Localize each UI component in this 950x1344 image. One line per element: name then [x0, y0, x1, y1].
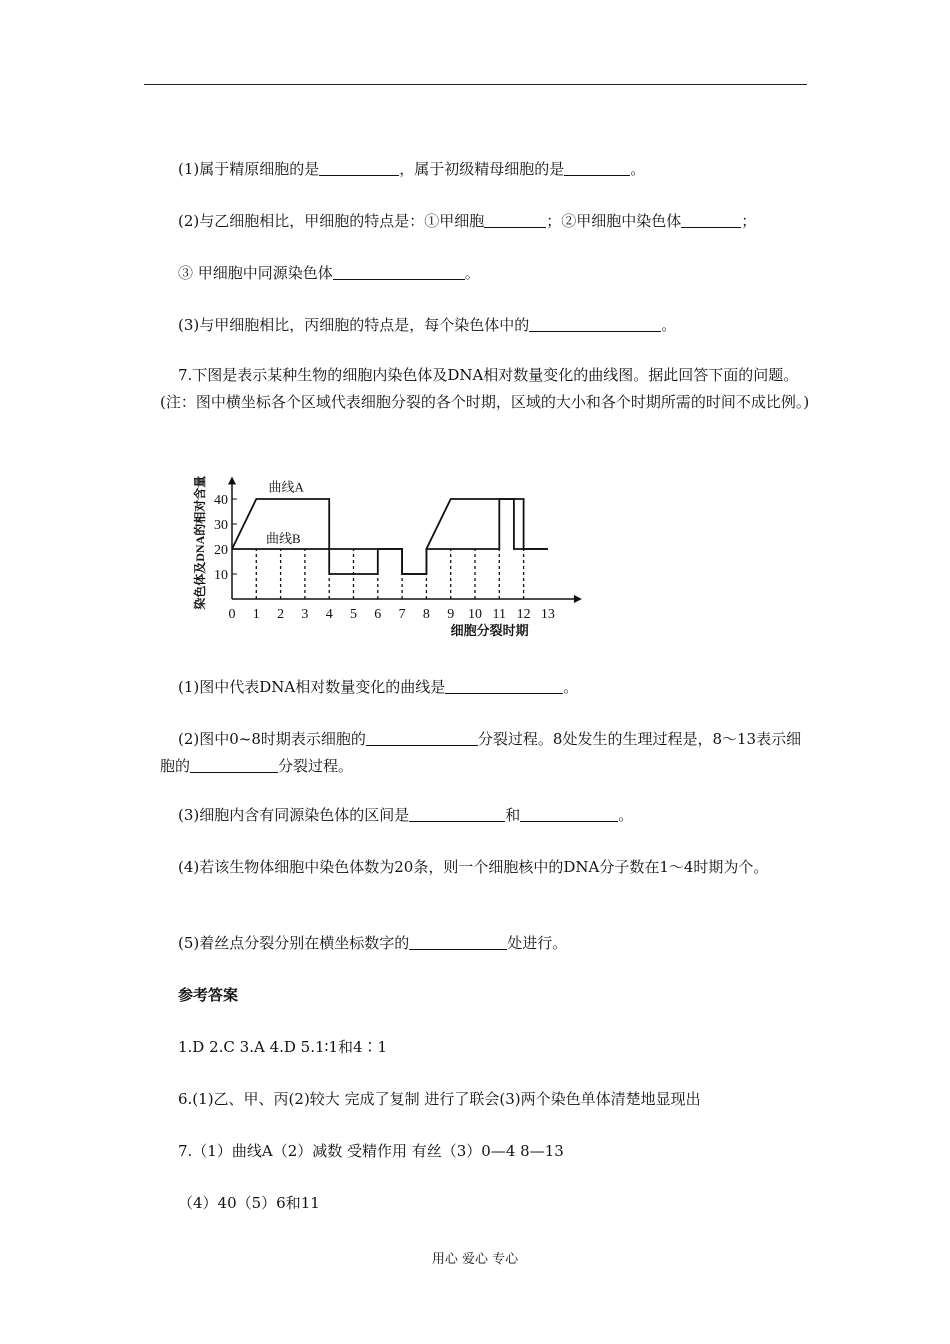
- q7-part4: (4)若该生物体细胞中染色体数为20条，则一个细胞核中的DNA分子数在1～4时期为个。: [178, 858, 769, 876]
- x-tick-label: 9: [447, 607, 455, 622]
- x-tick-label: 3: [301, 607, 309, 622]
- q7-part2-text-c: 分裂过程。: [278, 757, 354, 775]
- x-tick-label: 12: [516, 607, 531, 622]
- answer-blank[interactable]: [409, 807, 505, 822]
- q7-part5-text-b: 处进行。: [507, 934, 568, 952]
- page-footer: 用心 爱心 专心: [431, 1252, 519, 1267]
- q6-part2-text-c: ；: [741, 212, 757, 230]
- answers-line-1: 1.D 2.C 3.A 4.D 5.1∶1和4∶1: [178, 1038, 388, 1056]
- x-tick-label: 4: [325, 607, 333, 622]
- q7-part1-text-a: (1)图中代表DNA相对数量变化的曲线是: [178, 678, 446, 696]
- q7-part3-text-c: 。: [618, 806, 634, 824]
- y-tick-label: 30: [214, 518, 228, 533]
- chart-labels: [192, 476, 555, 638]
- answers-line-6: 6.(1)乙、甲、丙(2)较大 完成了复制 进行了联会(3)两个染色单体清楚地显现出: [178, 1090, 701, 1108]
- q7-part1-text-b: 。: [563, 678, 579, 696]
- answer-blank[interactable]: [484, 213, 546, 228]
- q6-part4-text-b: 。: [661, 316, 677, 334]
- header-rule: [144, 84, 807, 85]
- q6-part3-text-a: ③ 甲细胞中同源染色体: [178, 264, 333, 282]
- y-axis-arrow: [228, 477, 236, 485]
- chart-guides: [256, 549, 523, 599]
- q7-part3-text-b: 和: [505, 806, 521, 824]
- answer-blank[interactable]: [564, 161, 630, 176]
- q6-part2-text-b: ；②甲细胞中染色体: [546, 212, 682, 230]
- x-tick-label: 1: [252, 607, 260, 622]
- q7-part1: [178, 676, 578, 698]
- answer-blank[interactable]: [445, 679, 563, 694]
- x-tick-label: 8: [422, 607, 430, 622]
- q6-part3: [178, 262, 480, 284]
- q7-part5-text-a: (5)着丝点分裂分别在横坐标数字的: [178, 934, 410, 952]
- answers-heading: 参考答案: [178, 986, 239, 1004]
- q7-part3-text-a: (3)细胞内含有同源染色体的区间是: [178, 806, 410, 824]
- y-tick-label: 20: [214, 543, 228, 558]
- answer-blank[interactable]: [190, 758, 278, 773]
- answer-blank[interactable]: [366, 731, 478, 746]
- q7-part2-text-b: 分裂过程。8处发生的生理过程是，8～13表示细胞的: [160, 730, 802, 775]
- q6-part1: [178, 158, 645, 180]
- x-tick-label: 11: [492, 607, 507, 622]
- y-tick-label: 10: [214, 568, 228, 583]
- q6-part4: [178, 314, 676, 336]
- chromosome-dna-chart: [190, 462, 555, 642]
- q7-part2-text-a: (2)图中0~8时期表示细胞的: [178, 730, 366, 748]
- y-tick-label: 40: [214, 493, 228, 508]
- q6-part1-text-c: 。: [630, 160, 646, 178]
- series-label-a: 曲线A: [268, 479, 304, 495]
- answer-blank[interactable]: [333, 265, 465, 280]
- answers-line-7: 7.（1）曲线A（2）减数 受精作用 有丝（3）0—4 8—13: [178, 1142, 564, 1160]
- series-label-b: 曲线B: [266, 530, 301, 546]
- x-tick-label: 0: [228, 607, 236, 622]
- q6-part1-text-a: (1)属于精原细胞的是: [178, 160, 320, 178]
- x-tick-label: 7: [398, 607, 406, 622]
- answer-blank[interactable]: [319, 161, 399, 176]
- answer-blank[interactable]: [529, 317, 661, 332]
- x-tick-label: 10: [468, 607, 482, 622]
- x-tick-label: 13: [540, 607, 555, 622]
- y-axis-title: 染色体及DNA的相对含量: [193, 475, 207, 610]
- q7-intro: 7.下图是表示某种生物的细胞内染色体及DNA相对数量变化的曲线图。据此回答下面的问题。(注：图中横坐标各个区域代表细胞分裂的各个时期，区域的大小和各个时期所需的时间不成比例。): [160, 366, 810, 411]
- answer-blank[interactable]: [681, 213, 741, 228]
- x-tick-label: 5: [350, 607, 357, 622]
- q7-part3: [178, 804, 633, 826]
- x-tick-label: 2: [277, 607, 285, 622]
- x-axis-title: 细胞分裂时期: [450, 623, 529, 638]
- q6-part4-text-a: (3)与甲细胞相比，丙细胞的特点是，每个染色体中的: [178, 316, 530, 334]
- q7-part5: [178, 932, 567, 954]
- q6-part3-text-b: 。: [464, 264, 480, 282]
- q6-part2-text-a: (2)与乙细胞相比，甲细胞的特点是：①甲细胞: [178, 212, 485, 230]
- q6-part2: [178, 210, 756, 232]
- x-axis-arrow: [574, 595, 582, 603]
- q6-part1-text-b: ，属于初级精母细胞的是: [399, 160, 565, 178]
- answers-line-8: （4）40（5）6和11: [178, 1194, 320, 1212]
- x-tick-label: 6: [374, 607, 382, 622]
- q7-part2: [160, 726, 810, 780]
- answer-blank[interactable]: [409, 935, 507, 950]
- answer-blank[interactable]: [520, 807, 618, 822]
